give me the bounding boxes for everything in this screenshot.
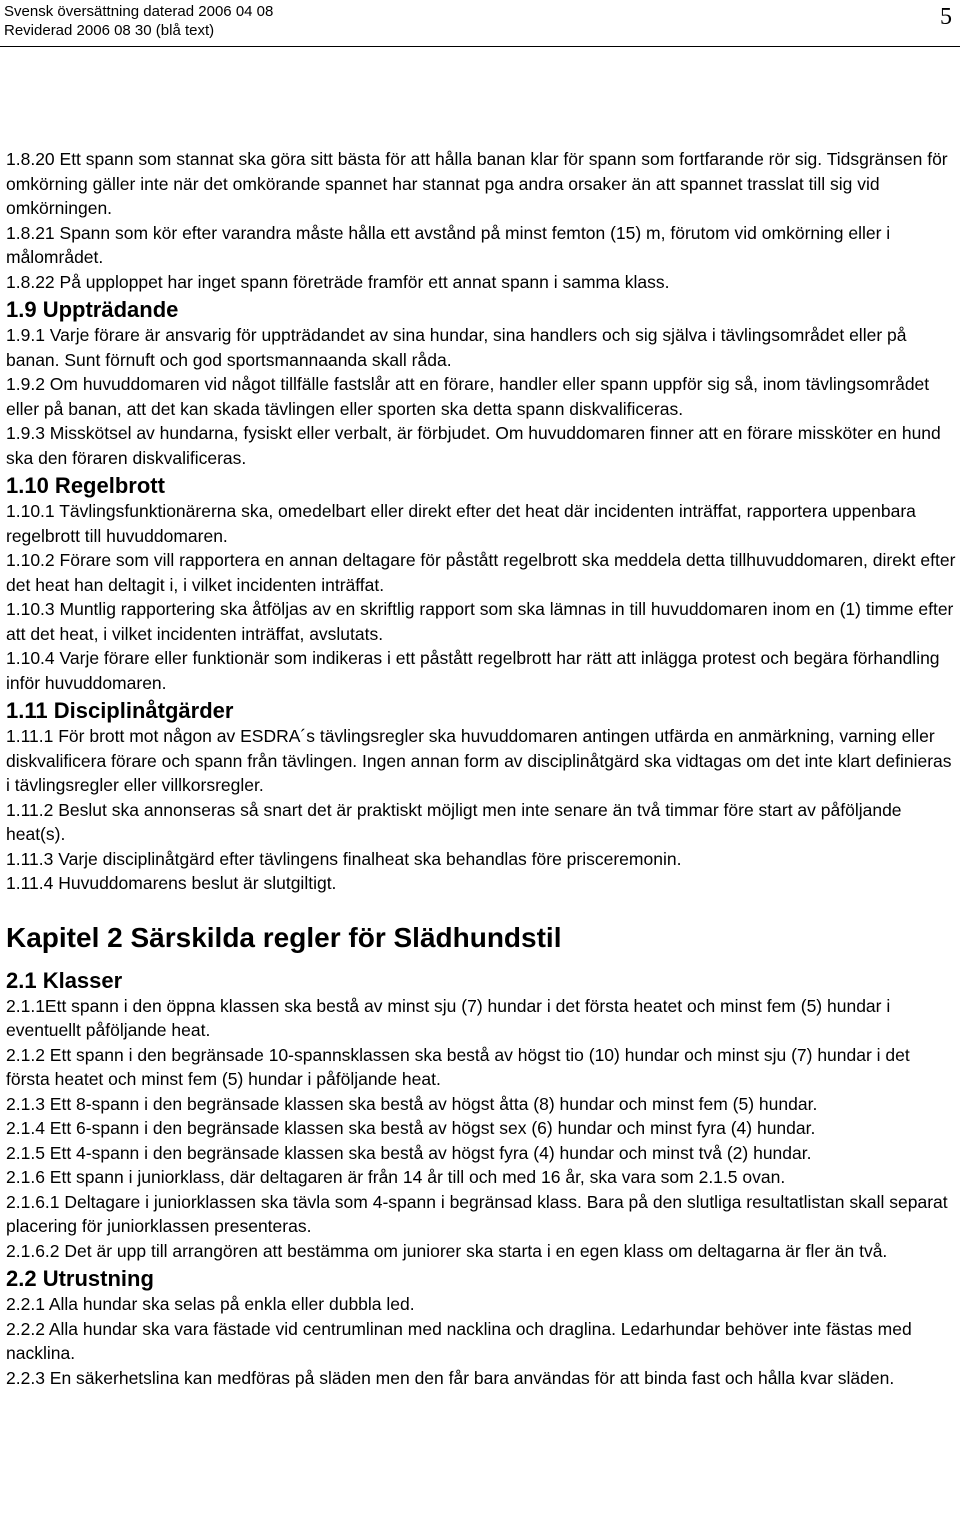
paragraph: 1.8.22 På upploppet har inget spann företräde framför ett annat spann i samma klass. [6, 271, 670, 292]
paragraph: 1.8.20 Ett spann som stannat ska göra sitt bästa för att hålla banan klar för spann som fortfarande rör sig. Tidsgränsen för omkörning gäller inte när det omkörande spannet har stannat pga andra orsaker än att spannet trasslat till sig vid omkörningen. [6, 149, 948, 218]
paragraph: 2.1.6 Ett spann i juniorklass, där deltagaren är från 14 år till och med 16 år, ska vara som 2.1.5 ovan. [6, 1167, 786, 1187]
paragraph: 1.11.2 Beslut ska annonseras så snart det är praktiskt möjligt men inte senare än två timmar före start av påföljande heat(s). [6, 799, 902, 844]
paragraph: 2.1.4 Ett 6-spann i den begränsade klassen ska bestå av högst sex (6) hundar och minst fyra (4) hundar. [6, 1118, 816, 1138]
paragraph: 2.1.5 Ett 4-spann i den begränsade klassen ska bestå av högst fyra (4) hundar och minst två (2) hundar. [6, 1142, 812, 1163]
paragraph: 2.1.2 Ett spann i den begränsade 10-spannsklassen ska bestå av högst tio (10) hundar och minst sju (7) hundar i det första heatet och minst fem (5) hundar i påföljande heat. [6, 1044, 910, 1089]
paragraph: 2.2.3 En säkerhetslina kan medföras på släden men den får bara användas för att binda fast och hålla kvar släden. [6, 1367, 895, 1388]
paragraph: 2.1.6.2 Det är upp till arrangören att bestämma om juniorer ska starta i en egen klass om deltagarna är fler än två. [6, 1240, 888, 1261]
paragraph: 2.2.2 Alla hundar ska vara fästade vid centrumlinan med nacklina och draglina. Ledarhundar behöver inte fästas med nacklina. [6, 1318, 912, 1363]
header-translation-date: Svensk översättning daterad 2006 04 08 [4, 3, 274, 20]
paragraph: 1.10.2 Förare som vill rapportera en annan deltagare för påstått regelbrott ska meddela detta tillhuvuddomaren, direkt efter det heat han deltagit i, i vilket incidenten inträffat. [6, 550, 956, 595]
paragraph: 1.10.1 Tävlingsfunktionärerna ska, omedelbart eller direkt efter det heat där incidenten inträffat, rapportera uppenbara regelbrott till huvuddomaren. [6, 501, 916, 546]
paragraph: 1.11.3 Varje disciplinåtgärd efter tävlingens finalheat ska behandlas före prisceremonin. [6, 848, 682, 869]
paragraph: 2.2.1 Alla hundar ska selas på enkla eller dubbla led. [6, 1294, 415, 1314]
section-heading: 2.1 Klasser [6, 967, 123, 993]
section-heading: 1.9 Uppträdande [6, 297, 179, 322]
paragraph: 1.9.3 Misskötsel av hundarna, fysiskt eller verbalt, är förbjudet. Om huvuddomaren finner att en förare missköter en hund ska den föraren diskvalificeras. [6, 423, 941, 468]
paragraph: 1.9.2 Om huvuddomaren vid något tillfälle fastslår att en förare, handler eller spann uppför sig så, inom tävlingsområdet eller på banan, att det kan skada tävlingen eller sporten ska detta spann diskvalificeras. [6, 374, 930, 419]
paragraph: 1.10.4 Varje förare eller funktionär som indikeras i ett påstått regelbrott har rätt att inlägga protest och begära förhandling inför huvuddomaren. [6, 648, 940, 693]
section-heading: 2.2 Utrustning [6, 1266, 154, 1291]
header-rule [0, 46, 960, 47]
paragraph: 1.10.3 Muntlig rapportering ska åtföljas av en skriftlig rapport som ska lämnas in till huvuddomaren inom en (1) timme efter att det heat, i vilket incidenten inträffat, avslutats. [6, 599, 954, 644]
paragraph: 1.11.4 Huvuddomarens beslut är slutgiltigt. [6, 873, 337, 893]
paragraph: 1.8.21 Spann som kör efter varandra måste hålla ett avstånd på minst femton (15) m, förutom vid omkörning eller i målområdet. [6, 222, 891, 267]
section-heading: 1.10 Regelbrott [6, 473, 165, 498]
paragraph: 1.9.1 Varje förare är ansvarig för uppträdandet av sina hundar, sina handlers och sig själva i tävlingsområdet eller på banan. Sunt förnuft och god sportsmannaanda skall råda. [6, 325, 907, 370]
paragraph: 2.1.1Ett spann i den öppna klassen ska bestå av minst sju (7) hundar i det första heatet och minst fem (5) hundar i eventuellt påföljande heat. [6, 995, 891, 1040]
header-revision-date: Reviderad 2006 08 30 (blå text) [4, 22, 215, 39]
section-heading: 1.11 Disciplinåtgärder [6, 698, 234, 723]
page-number: 5 [940, 4, 952, 30]
paragraph: 2.1.6.1 Deltagare i juniorklassen ska tävla som 4-spann i begränsad klass. Bara på den slutliga resultatlistan skall separat placering för juniorklassen presenteras. [6, 1191, 948, 1236]
paragraph: 1.11.1 För brott mot någon av ESDRA´s tävlingsregler ska huvuddomaren antingen utfärda en anmärkning, varning eller diskvalificera förare och spann från tävlingen. Ingen annan form av disciplinåtgärd ska vidtagas om det inte klart definieras i tävlingsregler eller villkorsregler. [6, 726, 952, 795]
paragraph: 2.1.3 Ett 8-spann i den begränsade klassen ska bestå av högst åtta (8) hundar och minst fem (5) hundar. [6, 1093, 818, 1114]
chapter-heading: Kapitel 2 Särskilda regler för Slädhundstil [6, 921, 562, 953]
document-body [6, 147, 956, 1390]
